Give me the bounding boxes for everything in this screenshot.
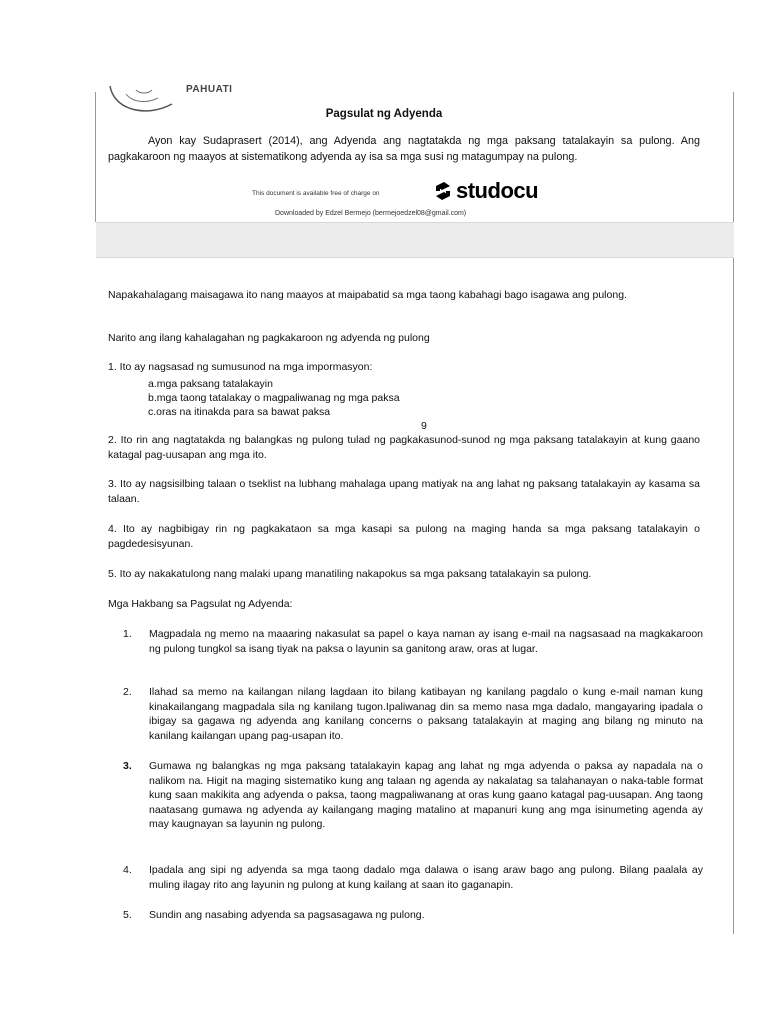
list-item-1a: a.mga paksang tatalakayin bbox=[148, 378, 273, 390]
step-text: Ipadala ang sipi ng adyenda sa mga taong dadalo mga dalawa o isang araw bago ang pulong. Bilang paalala ay muling ilagay rito ang layunin ng pulong at kung kailang at saan ito gaganapin. bbox=[149, 864, 703, 891]
steps-heading: Mga Hakbang sa Pagsulat ng Adyenda: bbox=[108, 598, 293, 610]
step-5 bbox=[123, 908, 703, 923]
step-2 bbox=[123, 685, 703, 743]
page-separator bbox=[96, 222, 734, 258]
step-text: Sundin ang nasabing adyenda sa pagsasagawa ng pulong. bbox=[149, 909, 425, 921]
paragraph-importance: Napakahalagang maisagawa ito nang maayos at maipabatid sa mga taong kabahagi bago isagawa ang pulong. bbox=[108, 289, 627, 301]
downloaded-by-note: Downloaded by Edzel Bermejo (bermejoedzel08@gmail.com) bbox=[275, 210, 467, 217]
studocu-wordmark: studocu bbox=[456, 178, 539, 203]
step-text: Ilahad sa memo na kailangan nilang lagdaan ito bilang katibayan ng kanilang pagdalo o kung e-mail naman kung kinakailangang magpadala sila ng kanilang tugon.Ipaliwanag din sa memo nasa mga dadalo, mangayaring ipadala o ibigay sa gagawa ng adyenda ang kanilang concerns o paksang tatalakayin at maging ang bilang ng minuto na kanilang kailangan upang pag-usapan ito. bbox=[149, 686, 703, 742]
list-item-1: 1. Ito ay nagsasad ng sumusunod na mga impormasyon: bbox=[108, 361, 373, 373]
step-4 bbox=[123, 863, 703, 892]
page-number: 9 bbox=[421, 420, 427, 432]
document-title: Pagsulat ng Adyenda bbox=[325, 108, 443, 120]
list-item-2: 2. Ito rin ang nagtatakda ng balangkas ng pulong tulad ng pagkakasunod-sunod ng mga paksang tatalakayin at kung gaano katagal pag-uusapan ang mga ito. bbox=[108, 434, 700, 461]
step-number: 5. bbox=[123, 909, 132, 921]
list-item-1c: c.oras na itinakda para sa bawat paksa bbox=[148, 406, 331, 418]
step-text: Magpadala ng memo na maaaring nakasulat sa papel o kaya naman ay isang e-mail na nagsasaad na magkakaroon ng pulong tungkol sa isang tiyak na paksa o layunin sa ganitong araw, oras at lugar. bbox=[149, 628, 703, 655]
step-number: 1. bbox=[123, 628, 132, 640]
availability-note: This document is available free of charge on bbox=[252, 190, 380, 197]
list-item-4: 4. Ito ay nagbibigay rin ng pagkakataon sa mga kasapi sa pulong na maging handa sa mga paksang tatalakayin o pagdedesisyunan. bbox=[108, 523, 700, 550]
page-right-edge bbox=[733, 92, 734, 934]
step-3 bbox=[123, 759, 703, 832]
list-item-1b: b.mga taong tatalakay o magpaliwanag ng mga paksa bbox=[148, 392, 400, 404]
step-text: Gumawa ng balangkas ng mga paksang tatalakayin kapag ang lahat ng mga adyenda o paksa ay napadala na o nalikom na. Higit na maging sistematiko kung ang talaan ng agenda ay nakalatag sa talahanayan o naka-table format kung saan makikita ang adyenda o paksa, taong magpaliwanang at oras kung gaano katagal pag-uusapan. Ang taong naatasang gumawa ng adyenda ay kailangang maging matalino at mapanuri kung ang mga isinumeting agenda ay may kaugnayan sa layunin ng pulong. bbox=[149, 760, 703, 830]
studocu-icon bbox=[432, 180, 454, 202]
step-number: 4. bbox=[123, 864, 132, 876]
studocu-logo[interactable] bbox=[432, 178, 538, 204]
step-number: 3. bbox=[123, 760, 132, 772]
step-number: 2. bbox=[123, 686, 132, 698]
step-1 bbox=[123, 627, 703, 656]
paragraph-list-intro: Narito ang ilang kahalagahan ng pagkakaroon ng adyenda ng pulong bbox=[108, 332, 430, 344]
logo-text: PAHUATI bbox=[186, 84, 233, 95]
intro-paragraph: Ayon kay Sudaprasert (2014), ang Adyenda ang nagtatakda ng mga paksang tatalakayin sa pulong. Ang pagkakaroon ng maayos at sistematikong adyenda ay isa sa mga susi ng matagumpay na pulong. bbox=[108, 135, 700, 163]
list-item-5: 5. Ito ay nakakatulong nang malaki upang manatiling nakapokus sa mga paksang tatalakayin sa pulong. bbox=[108, 568, 592, 580]
list-item-3: 3. Ito ay nagsisilbing talaan o tseklist na lubhang mahalaga upang matiyak na ang lahat ng paksang tatalakayin ay kasama sa talaan. bbox=[108, 478, 700, 505]
